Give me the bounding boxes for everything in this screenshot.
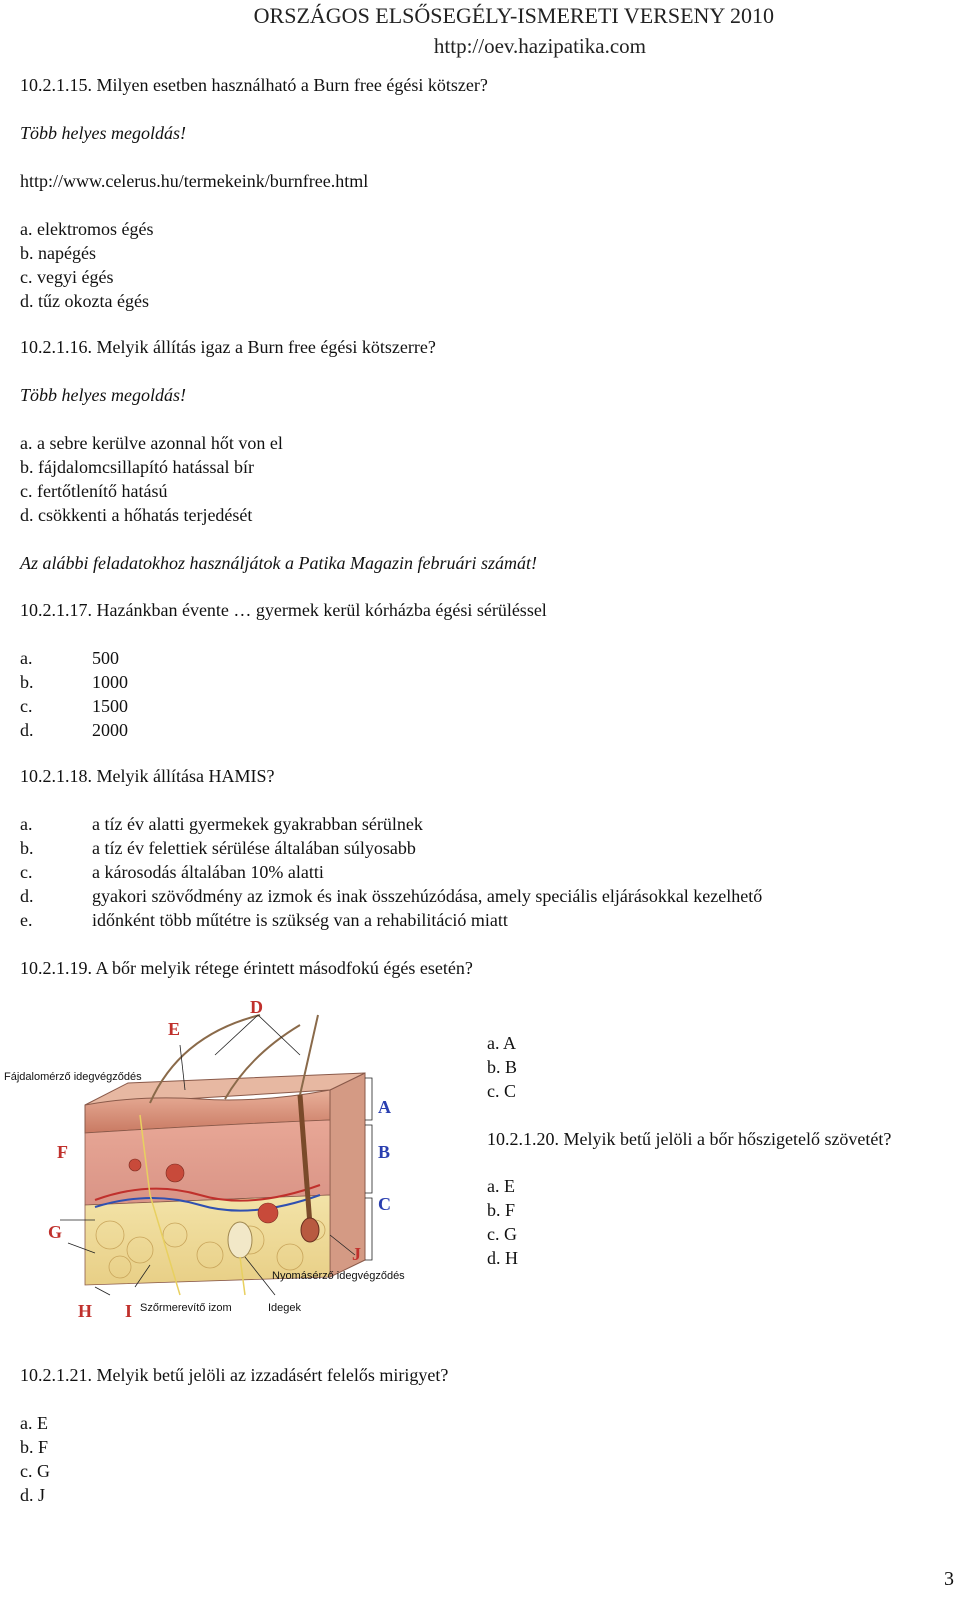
- option: a. A: [487, 1033, 516, 1053]
- question-16-note: Több helyes megoldás!: [20, 385, 186, 405]
- option: b. fájdalomcsillapító hatással bír: [20, 457, 254, 477]
- option: b. F: [20, 1437, 49, 1457]
- option: b. B: [487, 1057, 518, 1077]
- option: c. C: [487, 1081, 516, 1101]
- option-letter: c.: [20, 696, 33, 716]
- diagram-label-nerves: Idegek: [268, 1302, 302, 1314]
- question-17-options: [20, 646, 128, 742]
- question-20-options: [487, 1174, 518, 1270]
- option-letter: a.: [20, 814, 33, 834]
- option-text: időnként több műtétre is szükség van a rehabilitáció miatt: [92, 910, 508, 930]
- question-19-options: [487, 1031, 517, 1103]
- option: [20, 860, 762, 884]
- diagram-letter-c: C: [378, 1194, 391, 1214]
- option-text: 500: [92, 648, 119, 668]
- option: a. a sebre kerülve azonnal hőt von el: [20, 433, 283, 453]
- diagram-label-pain-nerve: Fájdalomérző idegvégződés: [4, 1071, 142, 1083]
- option: a. E: [20, 1413, 48, 1433]
- diagram-letter-j: J: [352, 1244, 361, 1264]
- diagram-letter-e: E: [168, 1019, 181, 1039]
- question-16: 10.2.1.16. Melyik állítás igaz a Burn free égési kötszerre?: [20, 337, 436, 357]
- question-21-options: [20, 1411, 50, 1507]
- option-text: gyakori szövődmény az izmok és inak összehúzódása, amely speciális eljárásokkal kezelhető: [92, 886, 763, 906]
- question-15: 10.2.1.15. Milyen esetben használható a Burn free égési kötszer?: [20, 75, 488, 95]
- option: [20, 836, 762, 860]
- question-18-options: [20, 812, 762, 932]
- question-17: 10.2.1.17. Hazánkban évente … gyermek kerül kórházba égési sérüléssel: [20, 600, 547, 620]
- option: c. G: [20, 1461, 50, 1481]
- header-url: http://oev.hazipatika.com: [433, 34, 646, 58]
- option: b. F: [487, 1200, 516, 1220]
- diagram-label-pressure-nerve: Nyomásérző idegvégződés: [272, 1270, 405, 1282]
- option-text: 1500: [92, 696, 128, 716]
- option-letter: a.: [20, 648, 33, 668]
- option: d. H: [487, 1248, 518, 1268]
- diagram-letter-d: D: [250, 997, 263, 1017]
- option: c. fertőtlenítő hatású: [20, 481, 168, 501]
- diagram-letter-a: A: [378, 1097, 391, 1117]
- option-letter: d.: [20, 720, 34, 740]
- option: a. E: [487, 1176, 515, 1196]
- option: b. napégés: [20, 243, 96, 263]
- option-letter: b.: [20, 672, 34, 692]
- option-letter: e.: [20, 910, 33, 930]
- diagram-letter-h: H: [78, 1301, 93, 1321]
- option: [20, 908, 762, 932]
- option-text: 2000: [92, 720, 128, 740]
- option: d. J: [20, 1485, 46, 1505]
- instruction: Az alábbi feladatokhoz használjátok a Patika Magazin februári számát!: [20, 553, 537, 573]
- option: [20, 884, 762, 908]
- diagram-letter-g: G: [48, 1222, 63, 1242]
- diagram-letter-i: I: [125, 1301, 133, 1321]
- question-15-options: [20, 217, 153, 313]
- option-text: 1000: [92, 672, 128, 692]
- option-text: a tíz év alatti gyermekek gyakrabban sérülnek: [92, 814, 423, 834]
- option: c. vegyi égés: [20, 267, 114, 287]
- option: d. tűz okozta égés: [20, 291, 149, 311]
- question-16-options: [20, 431, 283, 527]
- question-19: 10.2.1.19. A bőr melyik rétege érintett másodfokú égés esetén?: [20, 958, 473, 978]
- diagram-label-arrector-muscle: Szőrmerevítő izom: [140, 1302, 232, 1314]
- question-18: 10.2.1.18. Melyik állítása HAMIS?: [20, 766, 275, 786]
- option-letter: b.: [20, 838, 34, 858]
- diagram-letter-f: F: [57, 1142, 68, 1162]
- question-15-link[interactable]: http://www.celerus.hu/termekeink/burnfree.html: [20, 171, 369, 191]
- option: [20, 812, 762, 836]
- header-title: ORSZÁGOS ELSŐSEGÉLY-ISMERETI VERSENY 2010: [253, 3, 774, 28]
- option: c. G: [487, 1224, 517, 1244]
- option: d. csökkenti a hőhatás terjedését: [20, 505, 253, 525]
- question-15-note: Több helyes megoldás!: [20, 123, 186, 143]
- option: [20, 718, 128, 742]
- skin-cross-section-diagram: [0, 995, 470, 1340]
- option: [20, 694, 128, 718]
- option: [20, 646, 128, 670]
- option: [20, 670, 128, 694]
- option-letter: c.: [20, 862, 33, 882]
- option-letter: d.: [20, 886, 34, 906]
- diagram-letter-b: B: [378, 1142, 391, 1162]
- option: a. elektromos égés: [20, 219, 154, 239]
- option-text: a károsodás általában 10% alatti: [92, 862, 324, 882]
- option-text: a tíz év felettiek sérülése általában súlyosabb: [92, 838, 416, 858]
- page-number: 3: [944, 1568, 954, 1590]
- question-21: 10.2.1.21. Melyik betű jelöli az izzadásért felelős mirigyet?: [20, 1365, 449, 1385]
- question-20: 10.2.1.20. Melyik betű jelöli a bőr hőszigetelő szövetét?: [487, 1129, 892, 1149]
